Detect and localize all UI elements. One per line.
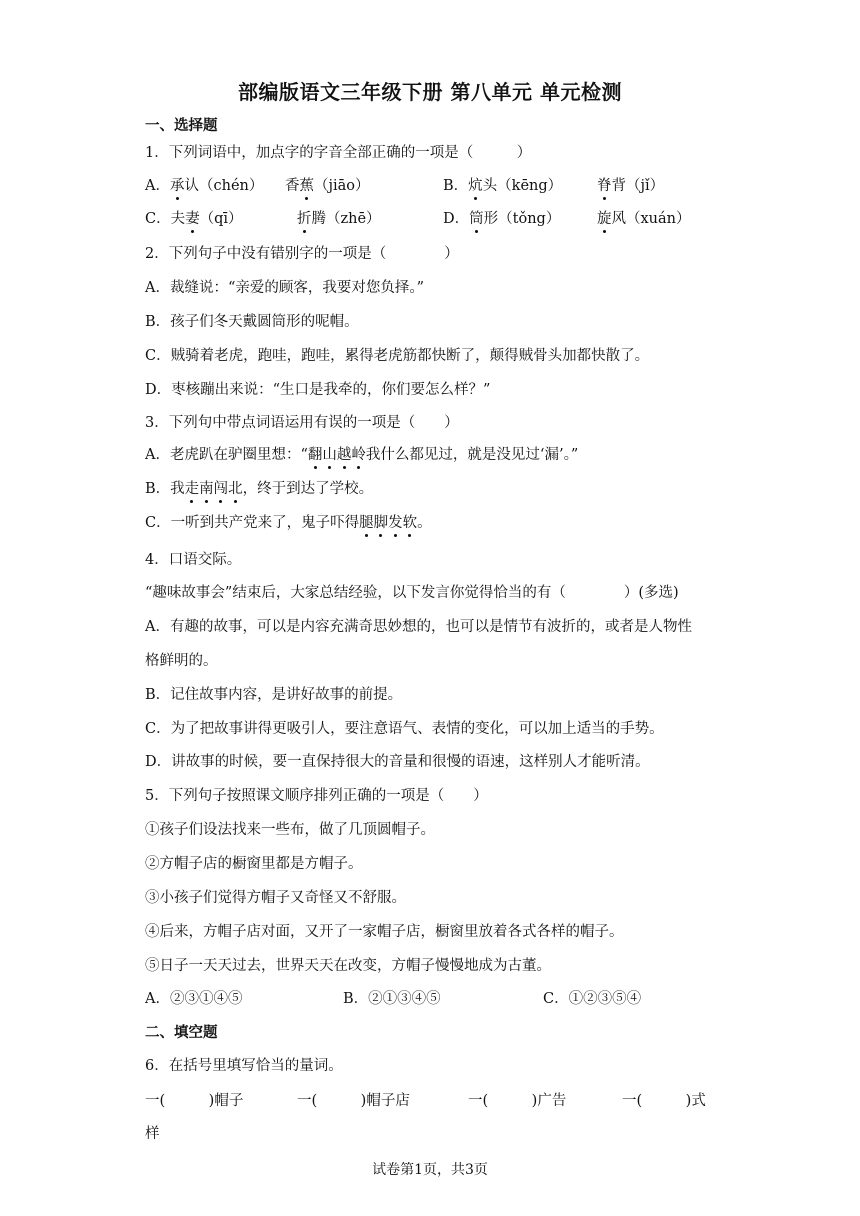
dotted-char: 炕 (468, 174, 483, 195)
question-3-stem: 3．下列句中带点词语运用有误的一项是（ ） (145, 415, 459, 431)
q5-sentence-3: ③小孩子们觉得方帽子又奇怪又不舒服。 (145, 890, 406, 906)
question-2-stem: 2．下列句子中没有错别字的一项是（ ） (145, 246, 459, 262)
q1-option-c-second (297, 207, 381, 228)
q6-blank-2: 一( )帽子店 (297, 1093, 410, 1109)
q4-option-b: B．记住故事内容，是讲好故事的前提。 (145, 687, 403, 703)
dotted-char: 越 (337, 443, 352, 464)
option-text: A．老虎趴在驴圈里想：“ (145, 447, 308, 463)
option-text: 。 (417, 515, 432, 531)
q6-blank-3: 一( )广告 (468, 1093, 567, 1109)
dotted-char: 岭 (351, 443, 366, 464)
q4-option-c: C．为了把故事讲得更吸引人，要注意语气、表情的变化，可以加上适当的手势。 (145, 721, 664, 737)
question-4-stem: 4．口语交际。 (145, 552, 242, 568)
option-prefix: C．夫 (145, 211, 186, 227)
q6-blank-4-continued: 样 (145, 1126, 160, 1142)
question-1-stem: 1．下列词语中，加点字的字音全部正确的一项是（ ） (145, 145, 532, 161)
q1-option-b (443, 174, 562, 195)
q3-option-c (145, 511, 432, 532)
option-text: （jiāo） (314, 178, 370, 194)
option-text: ，终于到达了学校。 (242, 481, 374, 497)
option-text: 我什么都见过，就是没见过‘漏’。” (365, 447, 579, 463)
dotted-char: 妻 (185, 207, 200, 228)
q1-option-b-second (597, 174, 664, 195)
q1-option-d (443, 207, 560, 228)
option-text: 形（tǒng） (483, 211, 561, 227)
q6-blank-1: 一( )帽子 (145, 1093, 244, 1109)
dotted-char: 翻 (308, 443, 323, 464)
option-text: 风（xuán） (611, 211, 691, 227)
option-text: （qī） (199, 211, 243, 227)
dotted-char: 筒 (469, 207, 484, 228)
option-text: 腾（zhē） (311, 211, 381, 227)
option-text: C．一听到共产党来了，鬼子吓得 (145, 515, 360, 531)
q4-prompt: “趣味故事会”结束后，大家总结经验，以下发言你觉得恰当的有（ ）(多选) (145, 585, 679, 601)
q5-sentence-1: ①孩子们设法找来一些布，做了几顶圆帽子。 (145, 822, 435, 838)
q5-option-a: A．②③①④⑤ (145, 991, 243, 1007)
q4-option-a-continued: 格鲜明的。 (145, 653, 218, 669)
q4-option-d: D．讲故事的时候，要一直保持很大的音量和很慢的语速，这样别人才能听清。 (145, 754, 650, 770)
dotted-char: 北 (228, 477, 243, 498)
dotted-char: 发 (388, 511, 403, 532)
page-title: 部编版语文三年级下册 第八单元 单元检测 (238, 80, 622, 104)
q1-option-a-second (285, 174, 370, 195)
question-5-stem: 5．下列句子按照课文顺序排列正确的一项是（ ） (145, 788, 488, 804)
option-text: 背（jǐ） (611, 178, 665, 194)
dotted-char: 闯 (214, 477, 229, 498)
dotted-char: 折 (297, 207, 312, 228)
q5-option-c: C．①②③⑤④ (543, 991, 642, 1007)
dotted-char: 南 (199, 477, 214, 498)
dotted-char: 承 (170, 174, 185, 195)
q2-option-c: C．贼骑着老虎，跑哇，跑哇，累得老虎筋都快断了，颠得贼骨头加都快散了。 (145, 348, 650, 364)
option-text: 认（chén） (184, 178, 264, 194)
q1-option-a (145, 174, 263, 195)
q1-option-d-second (597, 207, 691, 228)
section-heading-fill: 二、填空题 (145, 1025, 218, 1041)
q5-sentence-4: ④后来，方帽子店对面，又开了一家帽子店，橱窗里放着各式各样的帽子。 (145, 924, 624, 940)
option-text: 香 (285, 178, 300, 194)
dotted-char: 蕉 (300, 174, 315, 195)
dotted-char: 山 (322, 443, 337, 464)
option-prefix: D． (443, 211, 470, 227)
dotted-char: 旋 (597, 207, 612, 228)
dotted-char: 软 (403, 511, 418, 532)
q4-option-a: A．有趣的故事，可以是内容充满奇思妙想的，也可以是情节有波折的，或者是人物性 (145, 619, 692, 635)
dotted-char: 走 (185, 477, 200, 498)
page-footer: 试卷第1页，共3页 (372, 1162, 488, 1178)
dotted-char: 腿 (359, 511, 374, 532)
q5-option-b: B．②①③④⑤ (343, 991, 441, 1007)
dotted-char: 脊 (597, 174, 612, 195)
q2-option-b: B．孩子们冬天戴圆筒形的呢帽。 (145, 314, 359, 330)
q6-blank-4: 一( )式 (622, 1093, 706, 1109)
dotted-char: 脚 (374, 511, 389, 532)
q3-option-b (145, 477, 373, 498)
question-6-stem: 6．在括号里填写恰当的量词。 (145, 1058, 343, 1074)
q1-option-c (145, 207, 243, 228)
option-text: B．我 (145, 481, 185, 497)
q2-option-d: D．枣核蹦出来说：“生口是我牵的，你们要怎么样？” (145, 382, 491, 398)
q5-sentence-5: ⑤日子一天天过去，世界天天在改变，方帽子慢慢地成为古董。 (145, 958, 551, 974)
option-prefix: B． (443, 178, 469, 194)
option-prefix: A． (145, 178, 170, 194)
q3-option-a (145, 443, 578, 464)
q5-sentence-2: ②方帽子店的橱窗里都是方帽子。 (145, 856, 363, 872)
q2-option-a: A．裁缝说：“亲爱的顾客，我要对您负择。” (145, 280, 425, 296)
section-heading-choice: 一、选择题 (145, 118, 218, 134)
option-text: 头（kēng） (482, 178, 563, 194)
